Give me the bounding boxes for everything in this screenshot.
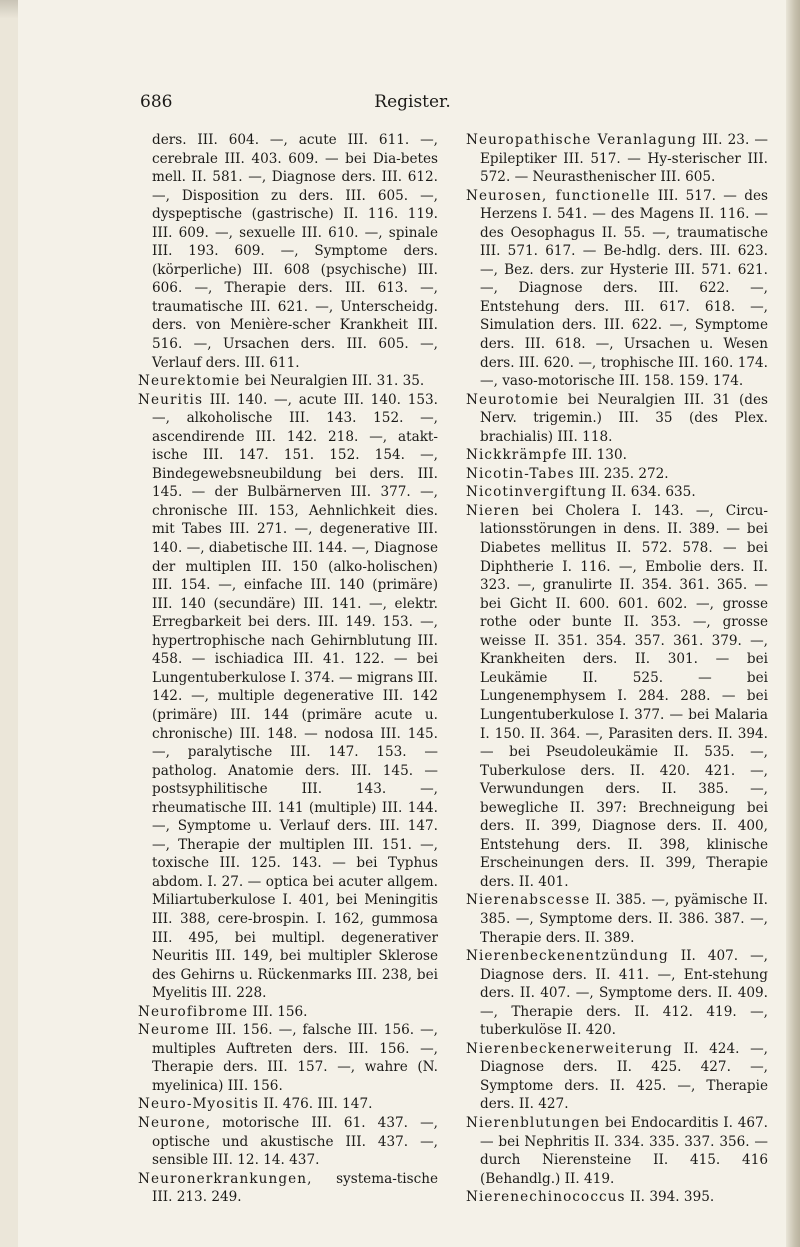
index-column-left [138, 131, 438, 1207]
index-references: II. 634. 635. [607, 484, 696, 501]
index-references: III. 235. 272. [574, 465, 669, 482]
index-entry [466, 446, 768, 465]
index-headword: Neurofibrome [138, 1003, 249, 1020]
index-headword: Nicotinvergiftung [466, 484, 608, 501]
index-references: ders. III. 604. —, acute III. 611. —, cerebrale III. 403. 609. — bei Dia-betes mell. II. 581. —, Diagnose ders. III. 612. —, Disposition zu ders. III. 605. —, dyspeptische (gastrische) II. 116. 119. III. 609. —, sexuelle III. 610. —, spinale III. 193. 609. —, Symptome ders. (körperliche) III. 608 (psychische) III. 606. —, Therapie ders. III. 613. —, traumatische III. 621. —, Unterscheidg. ders. von Menière-scher Krankheit III. 516. —, Ursachen ders. III. 605. —, Verlauf ders. III. 611. [152, 132, 438, 371]
index-entry [138, 1095, 438, 1114]
index-headword: Neuronerkrankungen [138, 1170, 308, 1187]
index-references: II. 424. —, Diagnose ders. II. 425. 427. —, Symptome ders. II. 425. —, Therapie ders. II. 427. [480, 1040, 768, 1113]
index-headword: Nierenbeckenentzündung [466, 948, 669, 965]
index-entry [466, 187, 768, 391]
index-headword: Nickkrämpfe [466, 447, 568, 464]
index-entry [138, 372, 438, 391]
index-references: III. 156. [248, 1003, 308, 1020]
index-entry [138, 1003, 438, 1022]
index-references: bei Cholera I. 143. —, Circu-lationsstörungen in dens. II. 389. — bei Diabetes mellitus II. 572. 578. — bei Diphtherie I. 116. —, Embolie ders. II. 323. —, granulirte II. 354. 361. 365. — bei Gicht II. 600. 601. 602. —, grosse rothe oder bunte II. 353. —, grosse weisse II. 351. 354. 357. 361. 379. —, Krankheiten ders. II. 301. — bei Leukämie II. 525. — bei Lungenemphysem I. 284. 288. — bei Lungentuberkulose I. 377. — bei Malaria I. 150. II. 364. —, Parasiten ders. II. 394. — bei Pseudoleukämie II. 535. —, Tuberkulose ders. II. 420. 421. —, Verwundungen ders. II. 385. —, bewegliche II. 397: Brechneigung bei ders. II. 399, Diagnose ders. II. 400, Entstehung ders. II. 398, klinische Erscheinungen ders. II. 399, Therapie ders. II. 401. [480, 502, 768, 890]
index-headword: Neuropathische Veranlagung [466, 132, 697, 148]
page-header [140, 92, 685, 118]
index-references: , motorische III. 61. 437. —, optische und akustische III. 437. —, sensible III. 12. 14. 437. [152, 1114, 438, 1169]
index-references: II. 385. —, pyämische II. 385. —, Symptome ders. II. 386. 387. —, Therapie ders. II. 389. [480, 892, 768, 946]
index-headword: Neuritis [138, 391, 204, 408]
running-head: Register. [374, 92, 451, 112]
index-entry [138, 391, 438, 1003]
index-entry [466, 131, 768, 187]
index-references: III. 156. —, falsche III. 156. —, multiples Auftreten ders. III. 156. —, Therapie ders. III. 157. —, wahre (N. myelinica) III. 156. [152, 1022, 438, 1094]
index-entry [138, 1021, 438, 1095]
index-references: III. 130. [567, 447, 627, 464]
index-references: bei Endocarditis I. 467. — bei Nephritis II. 334. 335. 337. 356. — durch Nierensteine II. 415. 416 (Behandlg.) II. 419. [480, 1114, 768, 1187]
index-headword: Neurosen, functionelle [466, 187, 651, 204]
page-number: 686 [140, 92, 173, 112]
index-entry [466, 1040, 768, 1114]
index-references: III. 140. —, acute III. 140. 153. —, alkoholische III. 143. 152. —, ascendirende III. 142. 218. —, atakt- ische III. 147. 151. 152. 154. —, Bindegewebsneubildung bei ders. III. 145. — der Bulbärnerven III. 377. —, chronische III. 153, Aehnlichkeit dies. mit Tabes III. 271. —, degenerative III. 140. —, diabetische III. 144. —, Diagnose der multiplen III. 150 (alko-holischen) III. 154. —, einfache III. 140 (primäre) III. 140 (secundäre) III. 141. —, elektr. Erregbarkeit bei ders. III. 149. 153. —, hypertrophische nach Gehirnblutung III. 458. — ischiadica III. 41. 122. — bei Lungentuberkulose I. 374. — migrans III. 142. —, multiple degenerative III. 142 (primäre) III. 144 (primäre acute u. chronische) III. 148. — nodosa III. 145. —, paralytische III. 147. 153. — patholog. Anatomie ders. III. 145. — postsyphilitische III. 143. —, rheumatische III. 141 (multiple) III. 144. —, Symptome u. Verlauf ders. III. 147. —, Therapie der multiplen III. 151. —, toxische III. 125. 143. — bei Typhus abdom. I. 27. — optica bei acuter allgem. Miliartuberkulose I. 401, bei Meningitis III. 388, cere-brospin. I. 162, gummosa III. 495, bei multipl. degenerativer Neuritis III. 149, bei multipler Sklerose des Gehirns u. Rückenmarks III. 238, bei Myelitis III. 228. [152, 391, 438, 1002]
index-entry [466, 502, 768, 891]
index-headword: Nierenblutungen [466, 1114, 601, 1131]
index-entry [138, 131, 438, 372]
index-column-right [466, 131, 768, 1207]
index-entry [466, 947, 768, 1040]
index-headword: Nierenabscesse [466, 892, 591, 909]
index-headword: Nicotin-Tabes [466, 465, 575, 482]
index-headword: Neurektomie [138, 373, 241, 390]
index-headword: Nierenechinococcus [466, 1189, 626, 1206]
index-headword: Neurone [138, 1114, 206, 1131]
index-entry [466, 1188, 768, 1207]
index-references: , systema-tische III. 213. 249. [152, 1170, 438, 1206]
index-entry [466, 1114, 768, 1188]
index-entry [138, 1170, 438, 1207]
index-headword: Neurotomie [466, 391, 560, 408]
index-entry [138, 1114, 438, 1170]
index-entry [466, 391, 768, 447]
index-entry [466, 483, 768, 502]
index-headword: Neuro-Myositis [138, 1096, 260, 1113]
index-references: bei Neuralgien III. 31 (des Nerv. trigemin.) III. 35 (des Plex. brachialis) III. 118. [480, 391, 768, 445]
index-references: II. 394. 395. [625, 1189, 715, 1206]
index-entry [466, 465, 768, 484]
index-headword: Nieren [466, 502, 521, 519]
index-references: bei Neuralgien III. 31. 35. [240, 373, 425, 390]
index-references: II. 407. —, Diagnose ders. II. 411. —, Ent-stehung ders. II. 407. —, Symptome ders. II. 409. —, Therapie ders. II. 412. 419. —, tuberkulöse II. 420. [480, 948, 768, 1039]
index-headword: Nierenbeckenerweiterung [466, 1040, 673, 1057]
index-references: III. 23. — Epileptiker III. 517. — Hy-sterischer III. 572. — Neurasthenischer III. 605. [480, 132, 769, 186]
index-entry [466, 891, 768, 947]
page-edge [786, 0, 800, 1247]
index-references: II. 476. III. 147. [259, 1096, 373, 1113]
index-references: III. 517. — des Herzens I. 541. — des Magens II. 116. — des Oesophagus II. 55. —, traumatische III. 571. 617. — Be-hdlg. ders. III. 623. —, Bez. ders. zur Hysterie III. 571. 621. —, Diagnose ders. III. 622. —, Entstehung ders. III. 617. 618. —, Simulation ders. III. 622. —, Symptome ders. III. 618. —, Ursachen u. Wesen ders. III. 620. —, trophische III. 160. 174. —, vaso-motorische III. 158. 159. 174. [480, 187, 768, 390]
index-headword: Neurome [138, 1022, 210, 1039]
